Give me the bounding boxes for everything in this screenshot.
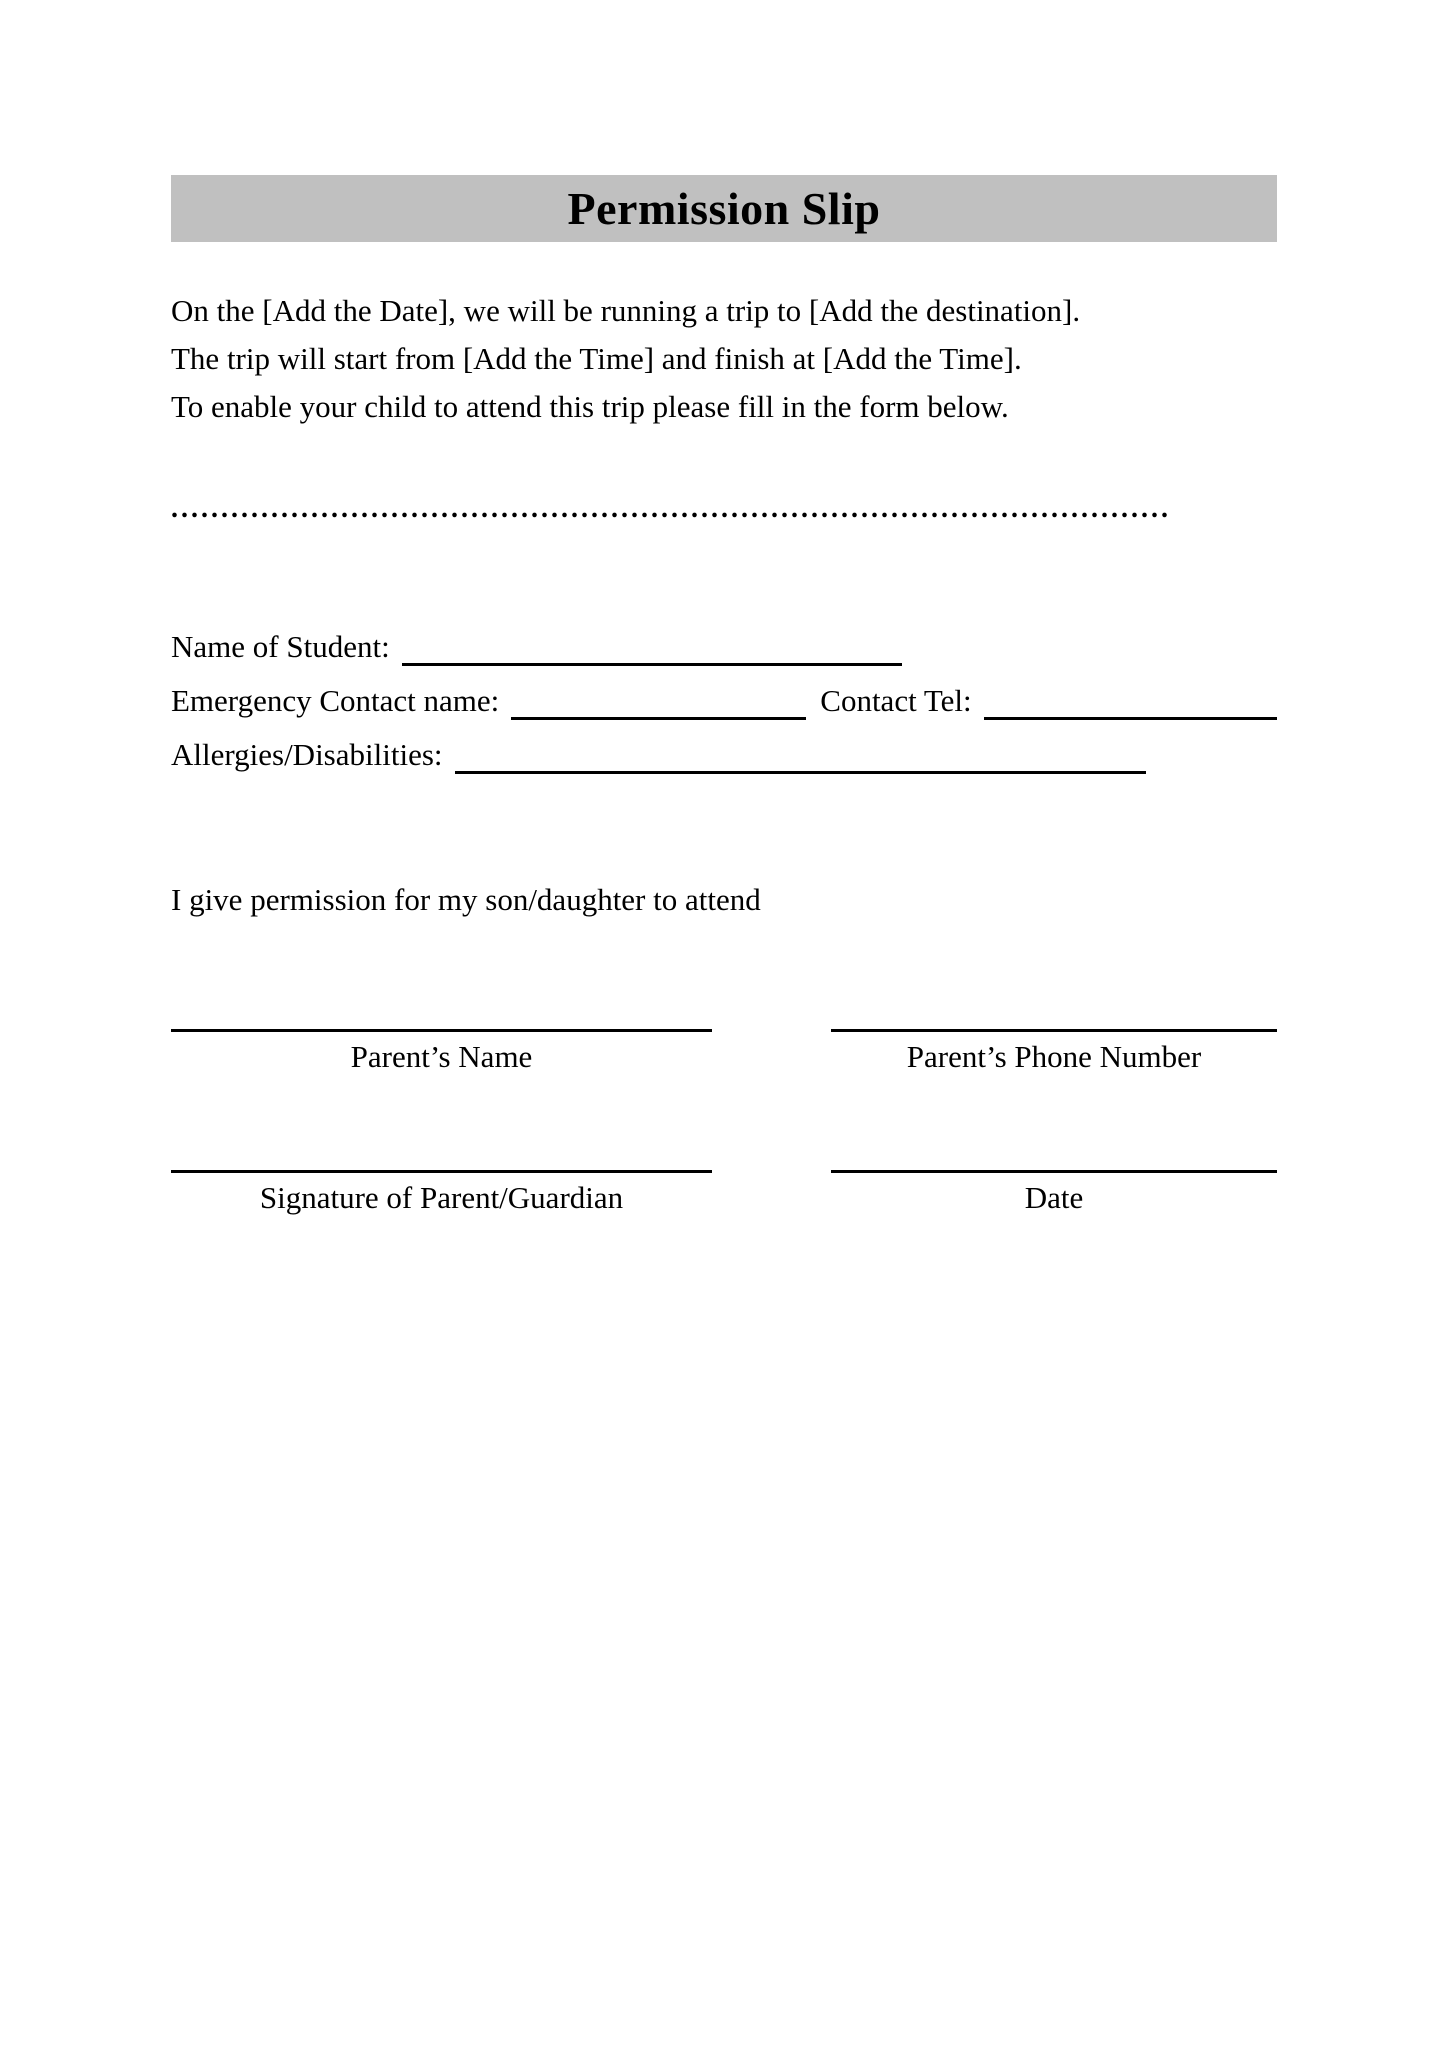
dotted-separator: .................................................................................................... bbox=[171, 493, 1171, 524]
emergency-contact-fill-line[interactable] bbox=[511, 682, 806, 720]
signature-cell bbox=[171, 1170, 712, 1213]
intro-line-1: On the [Add the Date], we will be running a trip to [Add the destination]. bbox=[171, 293, 1081, 328]
allergies-fill-line[interactable] bbox=[455, 736, 1146, 774]
date-caption: Date bbox=[1024, 1180, 1084, 1215]
parent-phone-cell bbox=[831, 1029, 1277, 1072]
student-name-fill-line[interactable] bbox=[402, 628, 902, 666]
parent-name-caption: Parent’s Name bbox=[350, 1039, 533, 1074]
intro-line-3: To enable your child to attend this trip please fill in the form below. bbox=[171, 389, 1009, 424]
intro-section bbox=[171, 295, 1277, 524]
student-name-row bbox=[171, 628, 1277, 666]
permission-statement: I give permission for my son/daughter to attend bbox=[171, 882, 761, 917]
date-cell bbox=[831, 1170, 1277, 1213]
student-name-label: Name of Student: bbox=[171, 629, 390, 664]
allergies-row bbox=[171, 736, 1277, 774]
emergency-contact-label: Emergency Contact name: bbox=[171, 683, 500, 718]
document-page bbox=[0, 175, 1448, 1213]
form-fields-section bbox=[171, 628, 1277, 774]
emergency-contact-row bbox=[171, 682, 1277, 720]
parent-phone-caption: Parent’s Phone Number bbox=[906, 1039, 1202, 1074]
contact-tel-fill-line[interactable] bbox=[984, 682, 1277, 720]
contact-tel-label: Contact Tel: bbox=[820, 683, 972, 718]
signature-caption: Signature of Parent/Guardian bbox=[259, 1180, 624, 1215]
parent-name-cell bbox=[171, 1029, 712, 1072]
signature-row-1 bbox=[171, 1029, 1277, 1072]
title-bar bbox=[171, 175, 1277, 242]
intro-line-2: The trip will start from [Add the Time] and finish at [Add the Time]. bbox=[171, 341, 1022, 376]
signature-row-2 bbox=[171, 1170, 1277, 1213]
allergies-label: Allergies/Disabilities: bbox=[171, 737, 443, 772]
page-title: Permission Slip bbox=[567, 183, 881, 234]
